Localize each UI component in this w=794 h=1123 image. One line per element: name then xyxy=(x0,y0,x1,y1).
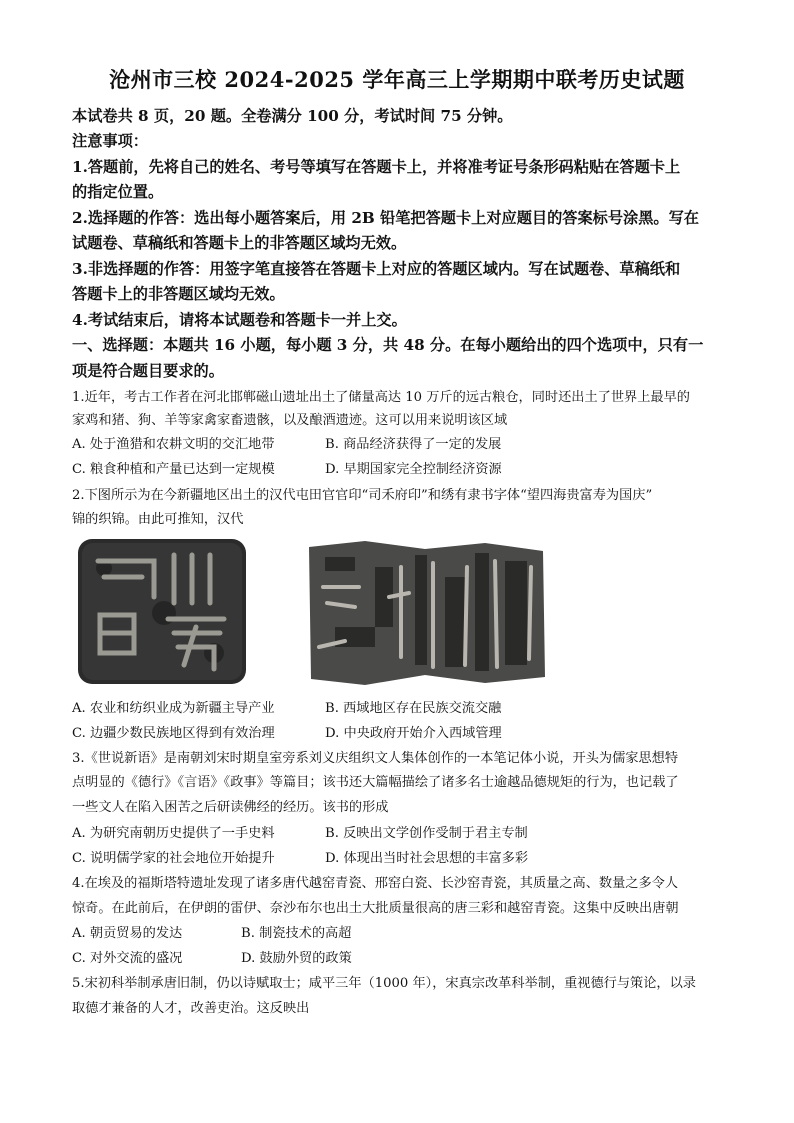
q3-option-a: A. 为研究南朝历史提供了一手史料 xyxy=(72,826,275,841)
q5-stem: 5.宋初科举制承唐旧制，仍以诗赋取士；咸平三年（1000 年），宋真宗改革科举制，重视德行与策论，以录 xyxy=(72,976,696,991)
q1-stem: 家鸡和猪、狗、羊等家禽家畜遗骸，以及酿酒遗迹。这可以用来说明该区域 xyxy=(72,413,508,428)
q5-stem: 取德才兼备的人才，改善吏治。这反映出 xyxy=(72,1001,310,1016)
q1-option-a: A. 处于渔猎和农耕文明的交汇地带 xyxy=(72,437,275,452)
q3-option-c: C. 说明儒学家的社会地位开始提升 xyxy=(72,851,275,866)
q1-stem: 1.近年，考古工作者在河北邯郸磁山遗址出土了储量高达 10 万斤的远古粮仓，同时还出土了世界上最早的 xyxy=(72,390,690,405)
brocade-textile-image xyxy=(305,537,549,689)
intro-line: 本试卷共 8 页，20 题。全卷满分 100 分，考试时间 75 分钟。 xyxy=(72,107,513,125)
q2-option-b: B. 西域地区存在民族交流交融 xyxy=(325,701,502,716)
official-seal-image xyxy=(74,533,250,688)
section-heading: 一、选择题：本题共 16 小题，每小题 3 分，共 48 分。在每小题给出的四个选项中，只有一 xyxy=(72,336,704,354)
intro-line: 的指定位置。 xyxy=(72,183,164,201)
intro-line: 试题卷、草稿纸和答题卡上的非答题区域均无效。 xyxy=(72,234,407,252)
intro-line: 1.答题前，先将自己的姓名、考号等填写在答题卡上，并将准考证号条形码粘贴在答题卡上 xyxy=(72,158,681,176)
intro-line: 答题卡上的非答题区域均无效。 xyxy=(72,285,285,303)
q2-option-c: C. 边疆少数民族地区得到有效治理 xyxy=(72,726,275,741)
intro-line: 4.考试结束后，请将本试题卷和答题卡一并上交。 xyxy=(72,311,407,329)
q4-stem: 惊奇。在此前后，在伊朗的雷伊、奈沙布尔也出土大批质量很高的唐三彩和越窑青瓷。这集中反映出唐朝 xyxy=(72,901,679,916)
q4-option-a: A. 朝贡贸易的发达 xyxy=(72,926,183,941)
q4-option-d: D. 鼓励外贸的政策 xyxy=(241,951,352,966)
intro-line: 2.选择题的作答：选出每小题答案后，用 2B 铅笔把答题卡上对应题目的答案标号涂黑。写在 xyxy=(72,209,699,227)
section-heading: 项是符合题目要求的。 xyxy=(72,362,224,380)
q3-stem: 点明显的《德行》《言语》《政事》等篇目；该书还大篇幅描绘了诸多名士逾越品德规矩的行为，也记载了 xyxy=(72,775,679,790)
q4-option-c: C. 对外交流的盛况 xyxy=(72,951,183,966)
q3-option-b: B. 反映出文学创作受制于君主专制 xyxy=(325,826,528,841)
q1-option-d: D. 早期国家完全控制经济资源 xyxy=(325,462,502,477)
q4-stem: 4.在埃及的福斯塔特遗址发现了诸多唐代越窑青瓷、邢窑白瓷、长沙窑青瓷，其质量之高、数量之多令人 xyxy=(72,876,679,891)
q4-option-b: B. 制瓷技术的高超 xyxy=(241,926,352,941)
q2-option-d: D. 中央政府开始介入西域管理 xyxy=(325,726,502,741)
intro-line: 3.非选择题的作答：用签字笔直接答在答题卡上对应的答题区域内。写在试题卷、草稿纸和 xyxy=(72,260,681,278)
q2-stem: 2.下图所示为在今新疆地区出土的汉代屯田官官印“司禾府印”和绣有隶书字体“望四海贵富寿为国庆” xyxy=(72,488,653,503)
q2-option-a: A. 农业和纺织业成为新疆主导产业 xyxy=(72,701,275,716)
q1-option-c: C. 粮食种植和产量已达到一定规模 xyxy=(72,462,275,477)
q3-stem: 3.《世说新语》是南朝刘宋时期皇室旁系刘义庆组织文人集体创作的一本笔记体小说，开头为儒家思想特 xyxy=(72,751,679,766)
q1-option-b: B. 商品经济获得了一定的发展 xyxy=(325,437,502,452)
intro-line: 注意事项： xyxy=(72,132,148,150)
q3-stem: 一些文人在陷入困苦之后研读佛经的经历。该书的形成 xyxy=(72,800,389,815)
q3-option-d: D. 体现出当时社会思想的丰富多彩 xyxy=(325,851,529,866)
page-title: 沧州市三校 2024-2025 学年高三上学期期中联考历史试题 xyxy=(109,67,685,92)
q2-stem: 锦的织锦。由此可推知，汉代 xyxy=(72,512,244,527)
